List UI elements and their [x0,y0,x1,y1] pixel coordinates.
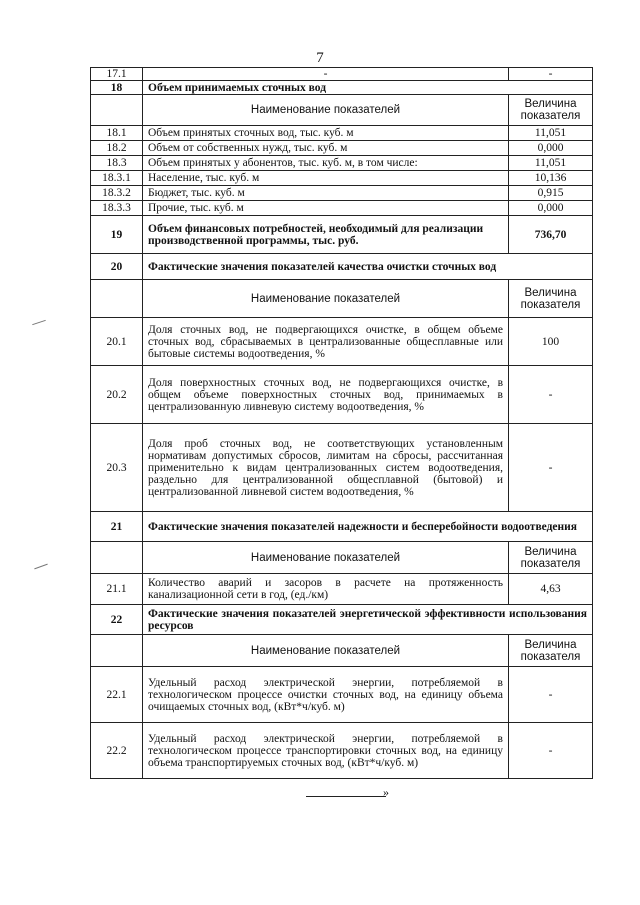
table-row [91,424,593,512]
section-title: Фактические значения показателей надежности и бесперебойности водоотведения [143,512,593,542]
row-name: Бюджет, тыс. куб. м [143,186,509,201]
row-name: Прочие, тыс. куб. м [143,201,509,216]
row-name: - [143,68,509,81]
section-number: 22 [91,605,143,635]
header-row [91,280,593,318]
row-name: Удельный расход электрической энергии, потребляемой в технологическом процессе очистки сточных вод, на единицу объема очищаемых сточных вод, (кВт*ч/куб. м) [143,667,509,723]
row-name: Население, тыс. куб. м [143,171,509,186]
row-number: 20.2 [91,366,143,424]
header-name: Наименование показателей [143,635,509,667]
header-value: Величина показателя [509,280,593,318]
row-value: 11,051 [509,126,593,141]
table-row [91,156,593,171]
header-value: Величина показателя [509,95,593,126]
header-name: Наименование показателей [143,95,509,126]
row-number: 17.1 [91,68,143,81]
row-number: 20.1 [91,318,143,366]
table-row [91,126,593,141]
header-row [91,542,593,574]
page-number: 7 [316,50,324,66]
table-row [91,141,593,156]
scan-mark [34,564,47,570]
row-value: 100 [509,318,593,366]
section-row-20 [91,254,593,280]
row-number: 22.1 [91,667,143,723]
row-value: - [509,667,593,723]
header-value: Величина показателя [509,635,593,667]
section-number: 19 [91,216,143,254]
row-name: Доля поверхностных сточных вод, не подвергающихся очистке, в общем объеме поверхностных сточных вод, принимаемых в централизованную ливневую систему водоотведения, % [143,366,509,424]
header-value: Величина показателя [509,542,593,574]
row-value: 0,000 [509,141,593,156]
row-value: 4,63 [509,574,593,605]
section-number: 21 [91,512,143,542]
header-row [91,95,593,126]
row-name: Удельный расход электрической энергии, потребляемой в технологическом процессе транспортировки сточных вод, на единицу объема транспортируемых сточных вод, (кВт*ч/куб. м) [143,723,509,779]
table-row [91,318,593,366]
header-name: Наименование показателей [143,542,509,574]
row-value: 11,051 [509,156,593,171]
table-row [91,667,593,723]
table-row [91,366,593,424]
row-number: 18.1 [91,126,143,141]
section-title: Фактические значения показателей энергетической эффективности использования ресурсов [143,605,593,635]
row-number: 18.3.2 [91,186,143,201]
section-title: Фактические значения показателей качества очистки сточных вод [143,254,593,280]
row-name: Доля сточных вод, не подвергающихся очистке, в общем объеме сточных вод, сбрасываемых в централизованные общесплавные или бытовые системы водоотведения, % [143,318,509,366]
section-number: 20 [91,254,143,280]
row-value: - [509,68,593,81]
section-title: Объем финансовых потребностей, необходимый для реализации производственной программы, тыс. руб. [143,216,509,254]
section-row-19 [91,216,593,254]
section-title: Объем принимаемых сточных вод [143,81,593,95]
table-row [91,171,593,186]
row-name: Объем принятых у абонентов, тыс. куб. м, в том числе: [143,156,509,171]
closing-line [306,787,386,797]
section-row-22 [91,605,593,635]
row-name: Объем принятых сточных вод, тыс. куб. м [143,126,509,141]
row-number: 20.3 [91,424,143,512]
table-row [91,574,593,605]
closing-quote: » [383,785,389,799]
row-value: 0,000 [509,201,593,216]
row-value: - [509,424,593,512]
row-value: 0,915 [509,186,593,201]
row-name: Доля проб сточных вод, не соответствующих установленным нормативам допустимых сбросов, лимитам на сбросы, рассчитанная применительно к видам централизованных систем водоотведения, раздельно для централизованной общесплавной (бытовой) и централизованной ливневой систем водоотведения, % [143,424,509,512]
row-number: 21.1 [91,574,143,605]
row-name: Количество аварий и засоров в расчете на протяженность канализационной сети в год, (ед./км) [143,574,509,605]
row-value: - [509,366,593,424]
scan-mark [32,320,46,325]
row-number: 18.2 [91,141,143,156]
row-value: 10,136 [509,171,593,186]
header-name: Наименование показателей [143,280,509,318]
header-row [91,635,593,667]
table-row [91,186,593,201]
row-name: Объем от собственных нужд, тыс. куб. м [143,141,509,156]
row-number: 18.3.1 [91,171,143,186]
row-number: 18.3 [91,156,143,171]
section-row-21 [91,512,593,542]
row-number: 22.2 [91,723,143,779]
row-value: - [509,723,593,779]
section-row-18 [91,81,593,95]
table-row [91,723,593,779]
section-number: 18 [91,81,143,95]
indicators-table [90,67,593,779]
row-number: 18.3.3 [91,201,143,216]
table-row [91,68,593,81]
table-row [91,201,593,216]
section-value: 736,70 [509,216,593,254]
